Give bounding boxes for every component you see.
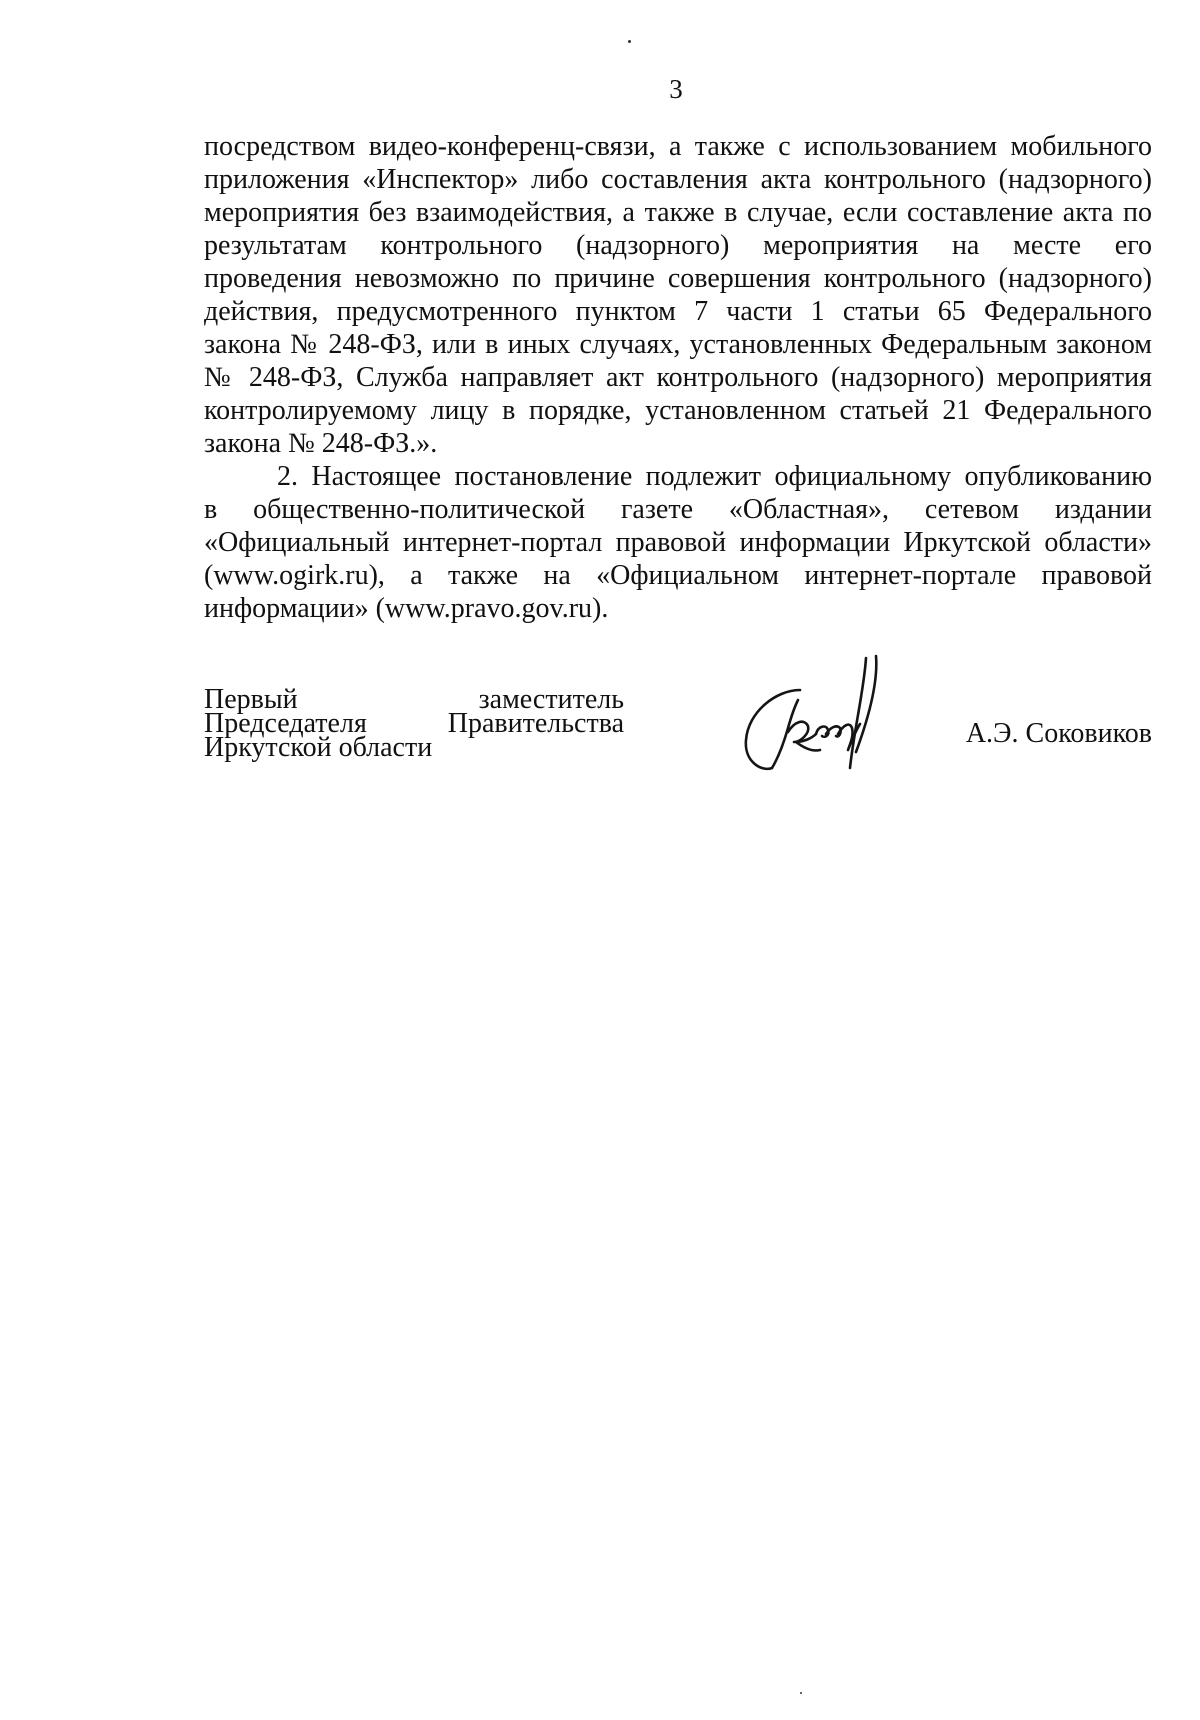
document-body [204,130,1152,625]
paragraph-line: № 248-ФЗ, Служба направляет акт контрольного (надзорного) мероприятия [204,362,1152,393]
handwritten-signature [738,650,928,780]
scan-speck [628,40,631,43]
paragraph-line: действия, предусмотренного пунктом 7 части 1 статьи 65 Федерального [204,296,1152,327]
paragraph-publication-clause [204,460,1152,625]
signatory-position [204,684,624,763]
paragraph-line: контролируемому лицу в порядке, установленном статьей 21 Федерального [204,395,1152,426]
paragraph-line: мероприятия без взаимодействия, а также в случае, если составление акта по [204,197,1152,228]
scan-speck [800,1692,802,1694]
paragraph-line: посредством видео-конференц-связи, а также с использованием мобильного [204,131,1152,162]
paragraph-line: проведения невозможно по причине совершения контрольного (надзорного) [204,263,1152,294]
paragraph-line: приложения «Инспектор» либо составления акта контрольного (надзорного) [204,164,1152,195]
paragraph-line: информации» (www.pravo.gov.ru). [204,593,609,624]
position-line: Иркутской области [204,732,433,763]
paragraph-amendment-text [204,130,1152,460]
paragraph-line: в общественно-политической газете «Областная», сетевом издании [204,494,1152,525]
page-number: 3 [669,74,683,104]
paragraph-line: результатам контрольного (надзорного) мероприятия на месте его [204,230,1152,261]
signer-name: А.Э. Соковиков [965,718,1152,749]
paragraph-line: закона № 248-ФЗ.». [204,428,438,459]
paragraph-line: «Официальный интернет-портал правовой информации Иркутской области» [204,527,1152,558]
position-line: Первый заместитель [204,684,624,715]
paragraph-line: 2. Настоящее постановление подлежит официальному опубликованию [277,461,1152,492]
paragraph-line: (www.ogirk.ru), а также на «Официальном интернет-портале правовой [204,560,1152,591]
paragraph-line: закона № 248-ФЗ, или в иных случаях, установленных Федеральным законом [204,329,1152,360]
position-line: Председателя Правительства [204,708,624,739]
